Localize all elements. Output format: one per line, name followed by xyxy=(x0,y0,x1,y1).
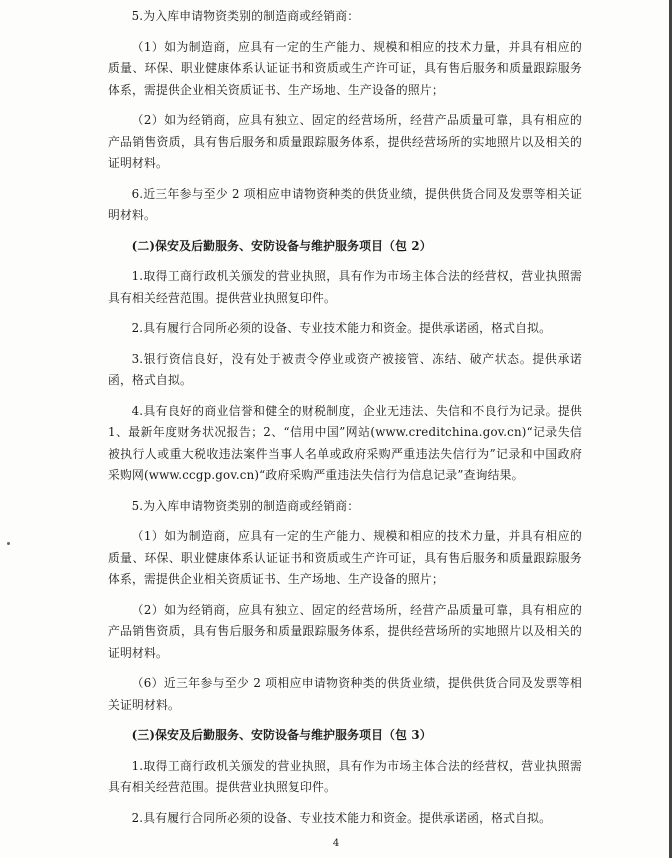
page-body xyxy=(108,6,582,838)
paragraph-manufacturer-2: （1）如为制造商，应具有一定的生产能力、规模和相应的技术力量，并具有相应的质量、环保、职业健康体系认证证书和资质或生产许可证，具有售后服务和质量跟踪服务体系，需提供企业相关资质证书、生产场地、生产设备的照片； xyxy=(108,529,582,586)
paragraph-supply-record: 6.近三年参与至少 2 项相应申请物资种类的供货业绩，提供供货合同及发票等相关证明材料。 xyxy=(108,186,582,222)
section-heading-package-3: (三)保安及后勤服务、安防设备与维护服务项目（包 3） xyxy=(131,728,432,742)
paragraph-distributor-2: （2）如为经销商，应具有独立、固定的经营场所，经营产品质量可靠，具有相应的产品销售资质，具有售后服务和质量跟踪服务体系，提供经营场所的实地照片以及相关的证明材料。 xyxy=(108,602,582,660)
paragraph-business-license-3: 1.取得工商行政机关颁发的营业执照，具有作为市场主体合法的经营权，营业执照需具有相关经营范围。提供营业执照复印件。 xyxy=(108,758,582,794)
paragraph-manufacturer: （1）如为制造商，应具有一定的生产能力、规模和相应的技术力量，并具有相应的质量、环保、职业健康体系认证证书和资质或生产许可证，具有售后服务和质量跟踪服务体系，需提供企业相关资质证书、生产场地、生产设备的照片； xyxy=(108,39,582,97)
paragraph-distributor: （2）如为经销商，应具有独立、固定的经营场所，经营产品质量可靠，具有相应的产品销售资质，具有售后服务和质量跟踪服务体系，提供经营场所的实地照片以及相关的证明材料。 xyxy=(108,113,582,170)
section-heading-package-2: (二)保安及后勤服务、安防设备与维护服务项目（包 2） xyxy=(131,238,432,253)
paragraph-business-license: 1.取得工商行政机关颁发的营业执照，具有作为市场主体合法的经营权，营业执照需具有相关经营范围。提供营业执照复印件。 xyxy=(108,269,582,305)
paragraph-supplier-type: 5.为入库申请物资类别的制造商或经销商： xyxy=(131,9,360,23)
scan-speck xyxy=(7,542,10,545)
paragraph-supply-record-2: （6）近三年参与至少 2 项相应申请物资种类的供货业绩，提供供货合同及发票等相关证明材料。 xyxy=(108,676,582,712)
page-number: 4 xyxy=(332,838,340,849)
paragraph-equipment-capability: 2.具有履行合同所必须的设备、专业技术能力和资金。提供承诺函，格式自拟。 xyxy=(131,321,552,335)
paragraph-bank-credit: 3.银行资信良好，没有处于被责令停业或资产被接管、冻结、破产状态。提供承诺函，格式自拟。 xyxy=(108,351,582,387)
paragraph-supplier-type-2: 5.为入库申请物资类别的制造商或经销商： xyxy=(131,498,360,513)
paragraph-equipment-capability-3: 2.具有履行合同所必须的设备、专业技术能力和资金。提供承诺函，格式自拟。 xyxy=(131,810,552,825)
paragraph-credit-record: 4.具有良好的商业信誉和健全的财税制度，企业无违法、失信和不良行为记录。提供 1、最新年度财务状况报告；2、“信用中国”网站(www.creditchina.gov.cn)“记录失信被执行人或重大税收违法案件当事人名单或政府采购严重违法失信行为”记录和中国政府采购网(www.ccgp.gov.cn)“政府采购严重违法失信行为信息记录”查询结果。 xyxy=(108,403,582,482)
